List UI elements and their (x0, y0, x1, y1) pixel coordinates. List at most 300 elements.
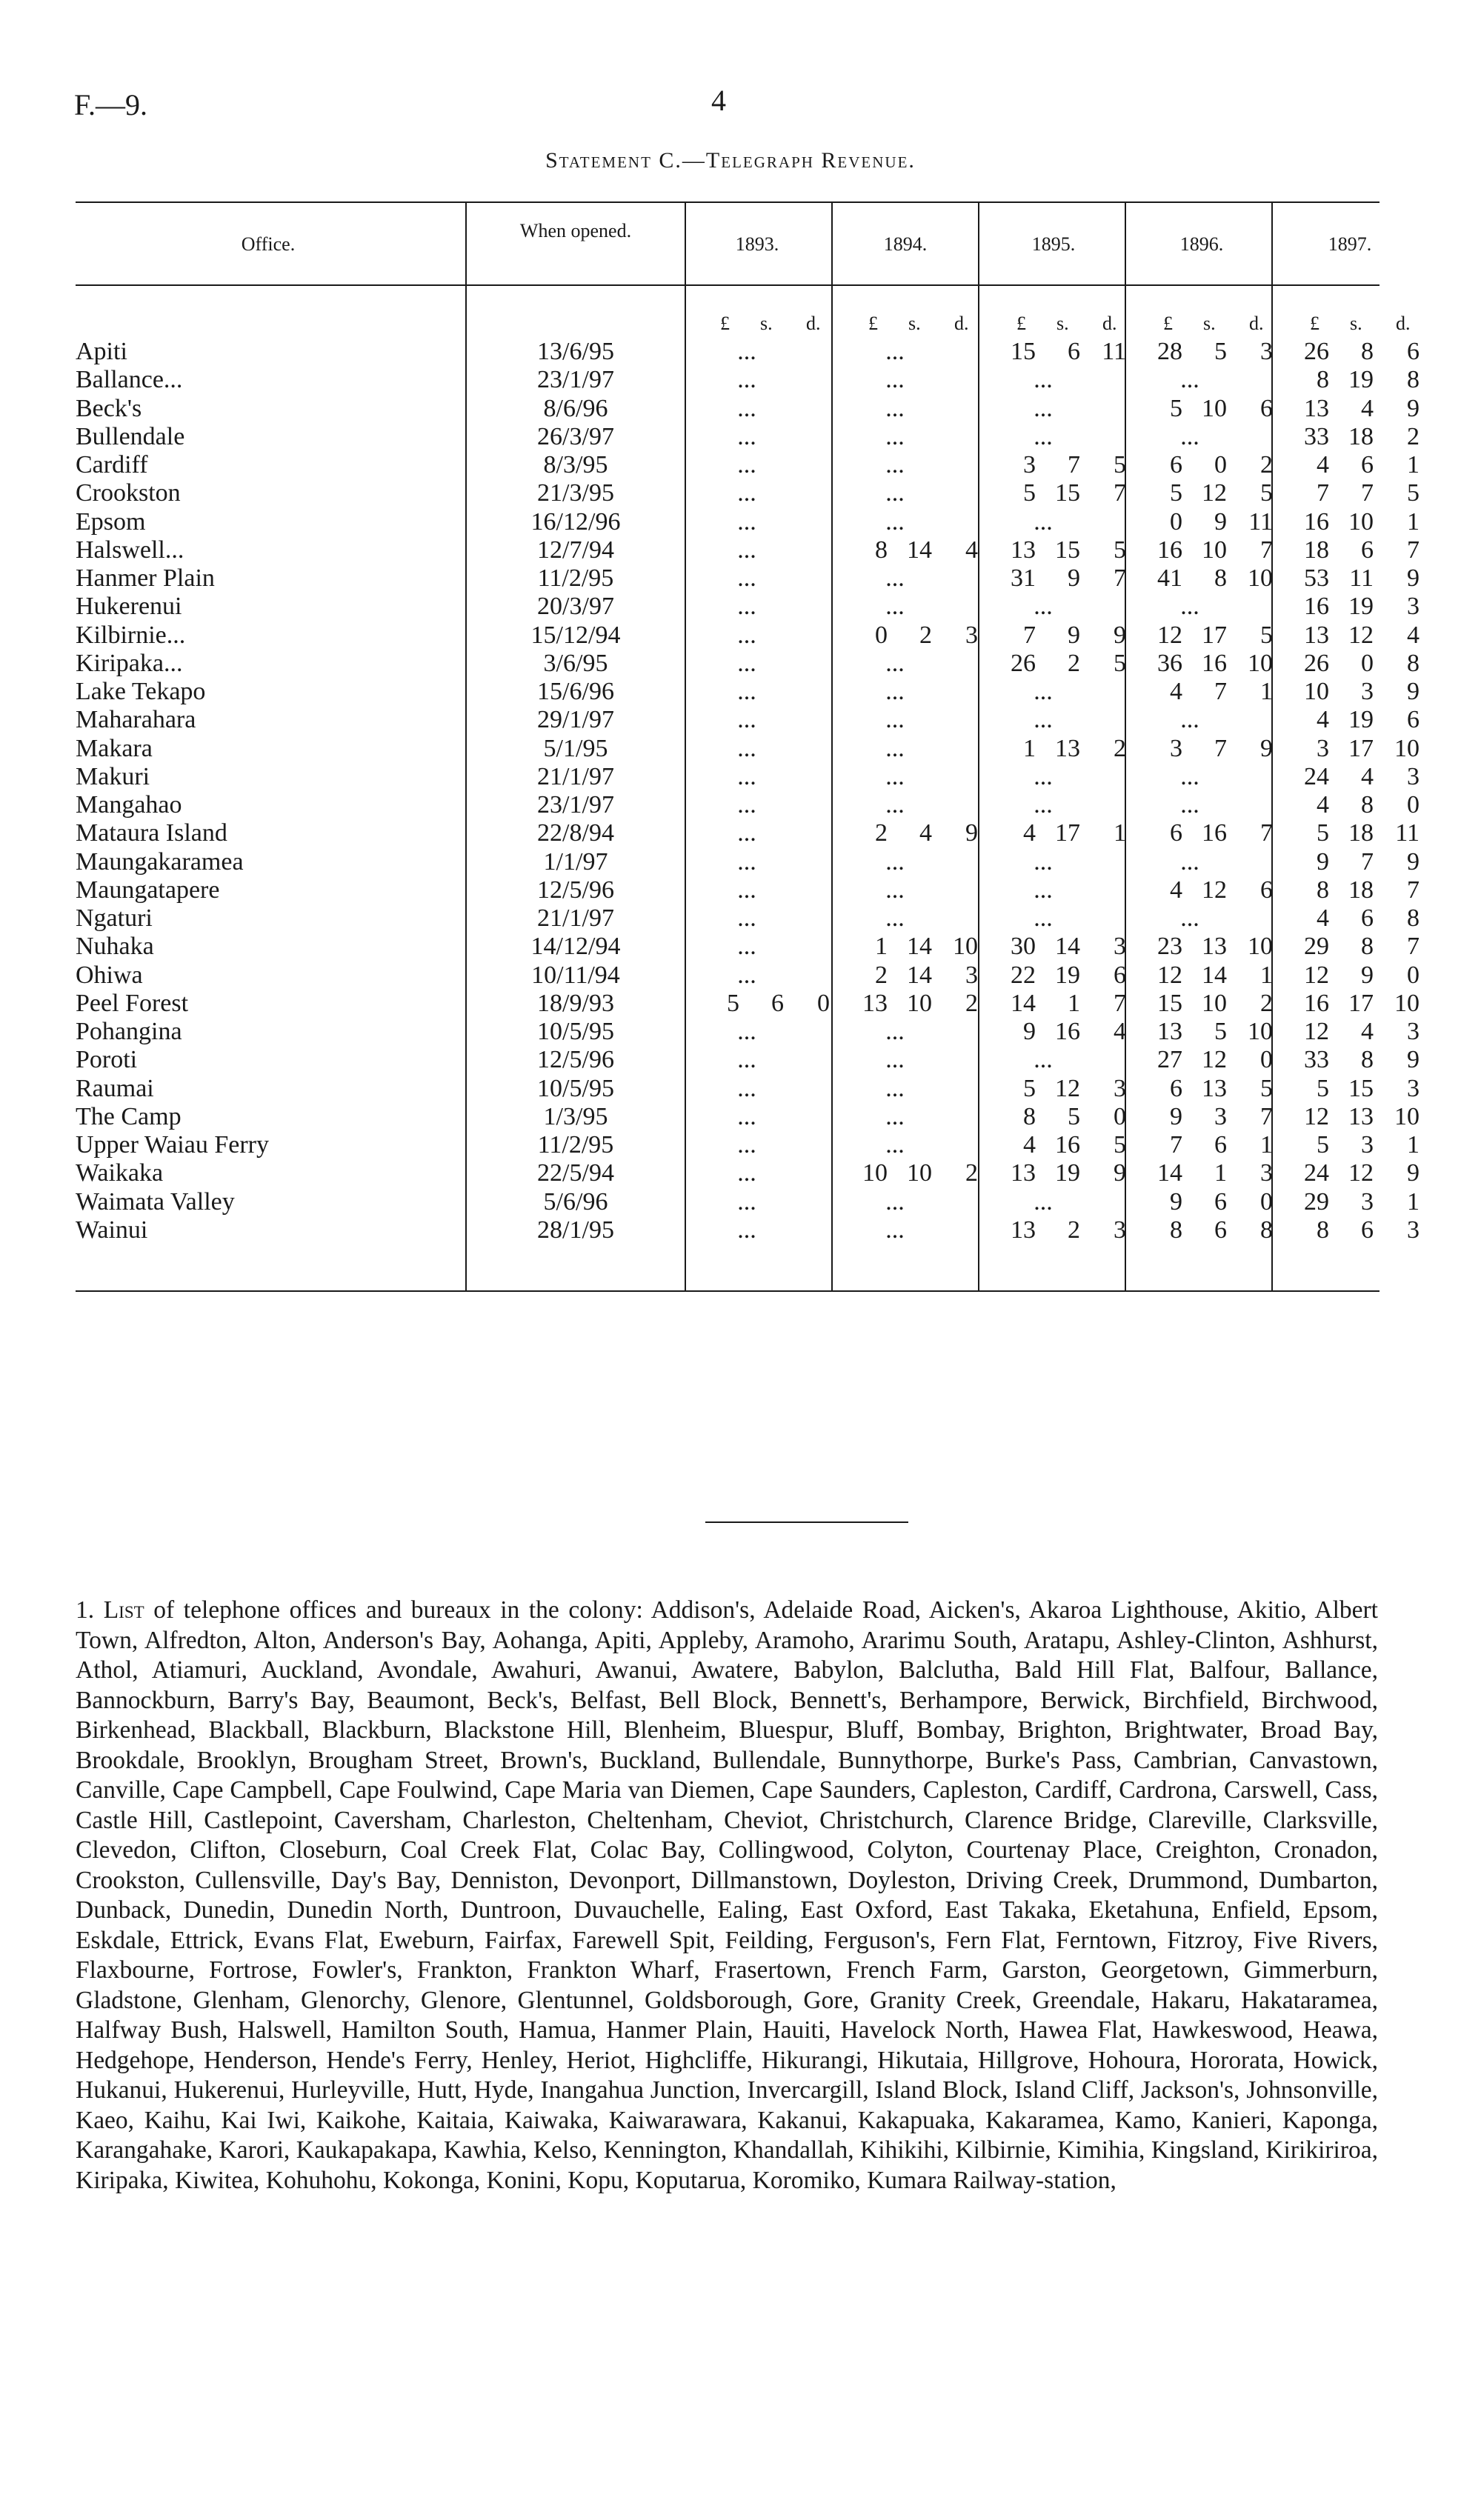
shillings: 2 (1068, 649, 1080, 677)
table-row (76, 507, 1420, 536)
pence: 3 (1260, 338, 1273, 365)
pounds: 3 (1317, 734, 1329, 762)
table-row (76, 1131, 1420, 1159)
shillings: 15 (1055, 479, 1080, 507)
pence: 4 (1114, 1018, 1126, 1045)
pence: 9 (1407, 564, 1420, 592)
shillings: 14 (907, 961, 932, 989)
pounds: 12 (1304, 961, 1329, 989)
empty-value: ... (1034, 904, 1053, 932)
empty-value: ... (885, 422, 905, 450)
shillings: 3 (1361, 678, 1374, 705)
pounds: 31 (1011, 564, 1036, 592)
pence: 9 (1407, 678, 1420, 705)
empty-value: ... (737, 593, 756, 621)
shillings: 8 (1361, 791, 1374, 819)
table-row (76, 706, 1420, 734)
empty-value: ... (885, 366, 905, 394)
shillings: 11 (1349, 564, 1374, 592)
empty-value: ... (1034, 791, 1053, 819)
pence: 5 (1260, 621, 1273, 649)
empty-value: ... (737, 961, 756, 989)
shillings: 3 (1361, 1131, 1374, 1159)
pounds: 5 (1023, 1074, 1036, 1102)
shillings: 10 (907, 1159, 932, 1187)
shillings: 14 (1055, 933, 1080, 961)
empty-value: ... (885, 904, 905, 932)
pence: 3 (1407, 593, 1420, 621)
shillings: 8 (1361, 933, 1374, 961)
when-opened: 29/1/97 (537, 706, 614, 734)
table-row (76, 989, 1420, 1017)
empty-value: ... (885, 593, 905, 621)
pounds: 33 (1304, 422, 1329, 450)
empty-value: ... (885, 507, 905, 536)
pence: 0 (1260, 1187, 1273, 1216)
office-name: Cardiff (76, 451, 148, 479)
empty-value: ... (1034, 366, 1053, 394)
office-name: Wainui (76, 1216, 148, 1244)
pounds: 12 (1304, 1102, 1329, 1130)
empty-value: ... (885, 649, 905, 677)
when-opened: 20/3/97 (537, 593, 614, 621)
pounds: 26 (1011, 649, 1036, 677)
pounds: 4 (1170, 678, 1182, 705)
office-name: The Camp (76, 1102, 182, 1130)
shillings: 15 (1055, 536, 1080, 564)
table-bottom-rule (76, 1290, 1380, 1292)
table-row (76, 479, 1420, 507)
pounds: 13 (1011, 536, 1036, 564)
pounds: 10 (862, 1159, 888, 1187)
currency-unit: s. (760, 313, 773, 334)
office-name: Makara (76, 734, 153, 762)
shillings: 0 (1214, 451, 1227, 479)
shillings: 9 (1068, 564, 1080, 592)
pence: 3 (1114, 933, 1126, 961)
empty-value: ... (1034, 762, 1053, 790)
office-name: Maungakaramea (76, 847, 244, 876)
pence: 5 (1407, 479, 1420, 507)
table-row (76, 791, 1420, 819)
pounds: 18 (1304, 536, 1329, 564)
pence: 11 (1395, 819, 1420, 847)
pounds: 13 (1011, 1159, 1036, 1187)
office-name: Beck's (76, 394, 142, 422)
pence: 1 (1260, 961, 1273, 989)
currency-unit: £ (720, 313, 730, 334)
empty-value: ... (1034, 394, 1053, 422)
shillings: 6 (1361, 451, 1374, 479)
empty-value: ... (737, 366, 756, 394)
shillings: 6 (1214, 1187, 1227, 1216)
empty-value: ... (1180, 762, 1199, 790)
pounds: 27 (1157, 1046, 1182, 1074)
pounds: 3 (1170, 734, 1182, 762)
pence: 7 (1114, 564, 1126, 592)
pence: 6 (1260, 876, 1273, 904)
pounds: 5 (727, 989, 739, 1017)
empty-value: ... (1034, 1046, 1053, 1074)
pence: 10 (953, 933, 978, 961)
office-name: Maungatapere (76, 876, 220, 904)
shillings: 16 (1055, 1018, 1080, 1045)
header-year-1894: 1894. (883, 233, 928, 255)
shillings: 3 (1214, 1102, 1227, 1130)
pence: 2 (1114, 734, 1126, 762)
pence: 7 (1407, 876, 1420, 904)
office-name: Peel Forest (76, 989, 189, 1017)
office-name: Mataura Island (76, 819, 227, 847)
shillings: 17 (1348, 734, 1374, 762)
office-name: Epsom (76, 507, 146, 536)
pence: 2 (1260, 451, 1273, 479)
shillings: 18 (1348, 819, 1374, 847)
shillings: 15 (1348, 1074, 1374, 1102)
pence: 0 (1407, 791, 1420, 819)
table-row (76, 819, 1420, 847)
shillings: 2 (1068, 1216, 1080, 1244)
table-row (76, 1159, 1420, 1187)
when-opened: 21/1/97 (537, 762, 614, 790)
pence: 1 (1407, 1131, 1420, 1159)
empty-value: ... (737, 422, 756, 450)
header-year-1895: 1895. (1031, 233, 1076, 255)
currency-unit: s. (1350, 313, 1362, 334)
empty-value: ... (885, 338, 905, 365)
empty-value: ... (737, 338, 756, 365)
office-name: Hukerenui (76, 593, 182, 621)
pence: 2 (965, 989, 978, 1017)
currency-unit: d. (954, 313, 969, 334)
table-row (76, 961, 1420, 989)
office-name: Ngaturi (76, 904, 153, 932)
shillings: 19 (1055, 1159, 1080, 1187)
pounds: 10 (1304, 678, 1329, 705)
shillings: 14 (907, 536, 932, 564)
shillings: 17 (1348, 989, 1374, 1017)
pounds: 16 (1304, 507, 1329, 536)
shillings: 5 (1214, 338, 1227, 365)
empty-value: ... (1180, 422, 1199, 450)
when-opened: 3/6/95 (543, 649, 608, 677)
empty-value: ... (885, 678, 905, 705)
when-opened: 13/6/95 (537, 338, 614, 365)
pence: 0 (1260, 1046, 1273, 1074)
office-name: Crookston (76, 479, 181, 507)
pence: 7 (1114, 989, 1126, 1017)
currency-unit: £ (1016, 313, 1026, 334)
table-row (76, 394, 1420, 422)
office-name: Kiripaka... (76, 649, 183, 677)
table-row (76, 422, 1420, 450)
pence: 9 (1114, 621, 1126, 649)
shillings: 6 (1068, 338, 1080, 365)
shillings: 19 (1348, 366, 1374, 394)
when-opened: 22/5/94 (537, 1159, 614, 1187)
empty-value: ... (737, 451, 756, 479)
pence: 2 (1260, 989, 1273, 1017)
pounds: 9 (1170, 1187, 1182, 1216)
shillings: 8 (1361, 338, 1374, 365)
pounds: 9 (1170, 1102, 1182, 1130)
pounds: 26 (1304, 649, 1329, 677)
pence: 3 (1407, 1216, 1420, 1244)
empty-value: ... (1180, 593, 1199, 621)
pence: 10 (1248, 933, 1273, 961)
office-name: Makuri (76, 762, 150, 790)
office-name: Hanmer Plain (76, 564, 215, 592)
pounds: 8 (1317, 366, 1329, 394)
shillings: 14 (1202, 961, 1227, 989)
pounds: 6 (1170, 451, 1182, 479)
empty-value: ... (737, 876, 756, 904)
pounds: 26 (1304, 338, 1329, 365)
when-opened: 10/5/95 (537, 1074, 614, 1102)
table-row (76, 1102, 1420, 1130)
empty-value: ... (737, 1074, 756, 1102)
pounds: 4 (1023, 1131, 1036, 1159)
shillings: 9 (1068, 621, 1080, 649)
pence: 10 (1248, 649, 1273, 677)
empty-value: ... (737, 791, 756, 819)
empty-value: ... (1034, 847, 1053, 876)
table-row (76, 1074, 1420, 1102)
shillings: 10 (1348, 507, 1374, 536)
empty-value: ... (737, 819, 756, 847)
when-opened: 8/6/96 (543, 394, 608, 422)
empty-value: ... (1034, 678, 1053, 705)
pence: 7 (1260, 1102, 1273, 1130)
empty-value: ... (885, 1216, 905, 1244)
shillings: 1 (1214, 1159, 1227, 1187)
pence: 5 (1114, 1131, 1126, 1159)
pounds: 36 (1157, 649, 1182, 677)
when-opened: 1/1/97 (543, 847, 608, 876)
empty-value: ... (885, 1018, 905, 1045)
empty-value: ... (737, 649, 756, 677)
pence: 9 (1407, 394, 1420, 422)
pounds: 7 (1317, 479, 1329, 507)
pounds: 12 (1157, 961, 1182, 989)
shillings: 3 (1361, 1187, 1374, 1216)
pence: 0 (1407, 961, 1420, 989)
pounds: 4 (1317, 791, 1329, 819)
pence: 1 (1407, 1187, 1420, 1216)
pence: 2 (965, 1159, 978, 1187)
empty-value: ... (737, 933, 756, 961)
pounds: 9 (1023, 1018, 1036, 1045)
currency-unit: d. (1102, 313, 1117, 334)
empty-value: ... (737, 678, 756, 705)
empty-value: ... (737, 706, 756, 734)
shillings: 9 (1214, 507, 1227, 536)
empty-value: ... (885, 564, 905, 592)
office-name: Upper Waiau Ferry (76, 1131, 269, 1159)
table-row (76, 338, 1420, 365)
empty-value: ... (737, 1159, 756, 1187)
empty-value: ... (737, 1216, 756, 1244)
shillings: 1 (1068, 989, 1080, 1017)
pounds: 5 (1170, 394, 1182, 422)
when-opened: 8/3/95 (543, 451, 608, 479)
shillings: 16 (1202, 819, 1227, 847)
shillings: 13 (1202, 1074, 1227, 1102)
table-row (76, 762, 1420, 790)
when-opened: 21/3/95 (537, 479, 614, 507)
shillings: 4 (1361, 762, 1374, 790)
shillings: 18 (1348, 422, 1374, 450)
telephone-offices-paragraph (76, 1596, 1378, 2196)
pence: 6 (1407, 706, 1420, 734)
pounds: 13 (1304, 621, 1329, 649)
pence: 3 (1260, 1159, 1273, 1187)
pence: 7 (1407, 933, 1420, 961)
table-row (76, 876, 1420, 904)
pounds: 16 (1157, 536, 1182, 564)
table-row (76, 734, 1420, 762)
pence: 3 (965, 621, 978, 649)
pence: 9 (1114, 1159, 1126, 1187)
when-opened: 10/11/94 (531, 961, 620, 989)
currency-unit: £ (868, 313, 878, 334)
pence: 8 (1407, 649, 1420, 677)
currency-unit: £ (1163, 313, 1173, 334)
pounds: 29 (1304, 933, 1329, 961)
table-row (76, 366, 1420, 394)
shillings: 13 (1055, 734, 1080, 762)
when-opened: 1/3/95 (543, 1102, 608, 1130)
header-year-1896: 1896. (1179, 233, 1224, 255)
pounds: 9 (1317, 847, 1329, 876)
shillings: 16 (1202, 649, 1227, 677)
pence: 1 (1260, 1131, 1273, 1159)
pounds: 12 (1304, 1018, 1329, 1045)
shillings: 12 (1348, 621, 1374, 649)
pounds: 28 (1157, 338, 1182, 365)
separator-rule (705, 1521, 908, 1523)
pence: 5 (1114, 649, 1126, 677)
table-row (76, 621, 1420, 649)
pounds: 16 (1304, 989, 1329, 1017)
pounds: 7 (1170, 1131, 1182, 1159)
shillings: 5 (1214, 1018, 1227, 1045)
empty-value: ... (885, 1187, 905, 1216)
pence: 10 (1248, 1018, 1273, 1045)
pounds: 23 (1157, 933, 1182, 961)
pounds: 14 (1011, 989, 1036, 1017)
pounds: 1 (1023, 734, 1036, 762)
pence: 11 (1102, 338, 1126, 365)
when-opened: 12/7/94 (537, 536, 614, 564)
pounds: 4 (1023, 819, 1036, 847)
pence: 5 (1114, 536, 1126, 564)
shillings: 10 (1202, 536, 1227, 564)
page-number: 4 (711, 84, 726, 117)
office-name: Waimata Valley (76, 1187, 235, 1216)
shillings: 19 (1055, 961, 1080, 989)
pounds: 5 (1317, 1131, 1329, 1159)
currency-unit: s. (908, 313, 921, 334)
pence: 8 (1407, 904, 1420, 932)
when-opened: 12/5/96 (537, 1046, 614, 1074)
shillings: 7 (1361, 847, 1374, 876)
table-row (76, 564, 1420, 592)
when-opened: 16/12/96 (530, 507, 621, 536)
pounds: 5 (1317, 819, 1329, 847)
table-row (76, 1046, 1420, 1074)
pounds: 41 (1157, 564, 1182, 592)
pounds: 4 (1170, 876, 1182, 904)
header-when-opened: When opened. (519, 220, 632, 241)
pence: 9 (1407, 847, 1420, 876)
pounds: 15 (1157, 989, 1182, 1017)
shillings: 7 (1214, 678, 1227, 705)
pounds: 24 (1304, 1159, 1329, 1187)
table-row (76, 1216, 1420, 1244)
empty-value: ... (885, 451, 905, 479)
table-row (76, 1018, 1420, 1045)
pence: 10 (1394, 734, 1420, 762)
empty-value: ... (1034, 507, 1053, 536)
shillings: 4 (919, 819, 932, 847)
empty-value: ... (737, 1102, 756, 1130)
pence: 6 (1114, 961, 1126, 989)
pounds: 24 (1304, 762, 1329, 790)
pence: 3 (965, 961, 978, 989)
shillings: 12 (1202, 876, 1227, 904)
when-opened: 23/1/97 (537, 366, 614, 394)
table-row (76, 649, 1420, 677)
empty-value: ... (1034, 876, 1053, 904)
currency-unit: d. (1249, 313, 1264, 334)
pence: 9 (1407, 1046, 1420, 1074)
pounds: 16 (1304, 593, 1329, 621)
pence: 0 (1114, 1102, 1126, 1130)
pounds: 6 (1170, 1074, 1182, 1102)
when-opened: 23/1/97 (537, 791, 614, 819)
pence: 7 (1407, 536, 1420, 564)
currency-unit: s. (1203, 313, 1216, 334)
pence: 8 (1407, 366, 1420, 394)
header-office: Office. (241, 233, 296, 255)
empty-value: ... (737, 621, 756, 649)
shillings: 10 (1202, 989, 1227, 1017)
pounds: 13 (1011, 1216, 1036, 1244)
pounds: 33 (1304, 1046, 1329, 1074)
shillings: 7 (1068, 451, 1080, 479)
pence: 7 (1260, 819, 1273, 847)
empty-value: ... (885, 1046, 905, 1074)
pounds: 29 (1304, 1187, 1329, 1216)
when-opened: 11/2/95 (537, 1131, 614, 1159)
pounds: 4 (1317, 904, 1329, 932)
pounds: 8 (1317, 1216, 1329, 1244)
pence: 6 (1260, 394, 1273, 422)
pence: 0 (817, 989, 830, 1017)
shillings: 9 (1361, 961, 1374, 989)
empty-value: ... (737, 394, 756, 422)
when-opened: 22/8/94 (537, 819, 614, 847)
when-opened: 11/2/95 (537, 564, 614, 592)
shillings: 19 (1348, 706, 1374, 734)
pence: 3 (1114, 1216, 1126, 1244)
pence: 1 (1407, 507, 1420, 536)
pence: 3 (1407, 762, 1420, 790)
currency-unit: s. (1056, 313, 1069, 334)
empty-value: ... (885, 791, 905, 819)
empty-value: ... (1034, 1187, 1053, 1216)
